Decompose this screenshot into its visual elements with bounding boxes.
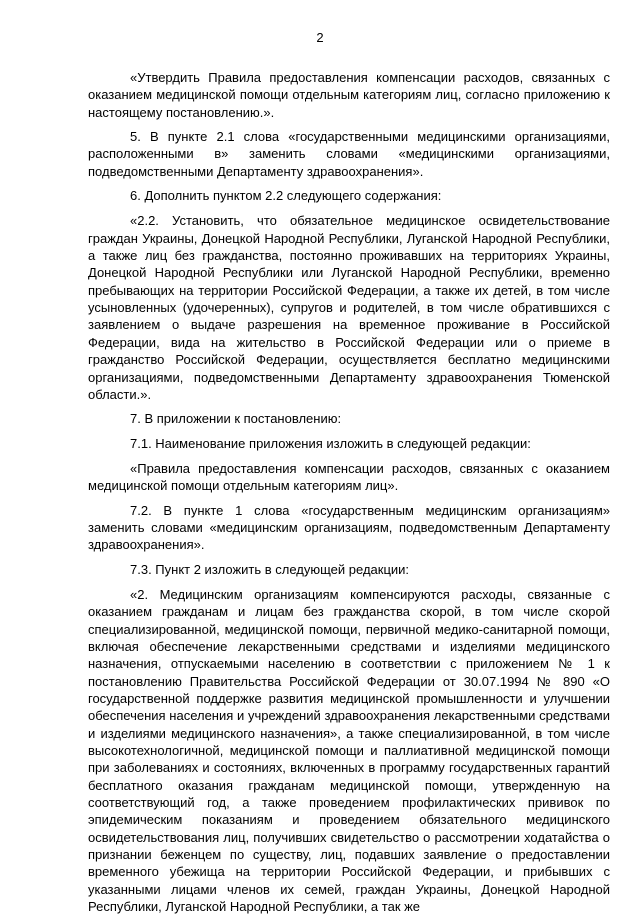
paragraph-item-7-2: 7.2. В пункте 1 слова «государственным медицинским организациям» заменить словами «медицинским организациям, подведомственным Департаменту здравоохранения». [88,502,610,553]
paragraph-item-7: 7. В приложении к постановлению: [130,411,342,427]
paragraph-approve-rules: «Утвердить Правила предоставления компенсации расходов, связанных с оказанием медицинской помощи отдельным категориям лиц, согласно приложению к настоящему постановлению.». [88,70,610,120]
paragraph-rules-title: «Правила предоставления компенсации расходов, связанных с оказанием медицинской помощи отдельным категориям лиц». [88,460,610,494]
paragraph-item-2-text: «2. Медицинским организациям компенсируются расходы, связанные с оказанием гражданам и лицам без гражданства скорой, в том числе скорой специализированной, медицинской помощи, первичной медико-санитарной помощи, включая обеспечение лекарственными средствами и изделиями медицинского назначения, отпускаемыми населению в соответствии с приложением № 1 к постановлению Правительства Российской Федерации от 30.07.1994 № 890 «О государственной поддержке развития медицинской промышленности и улучшении обеспечения населения и учреждений здравоохранения лекарственными средствами и изделиями медицинского назначения», а также специализированной, в том числе высокотехнологичной, медицинской помощи и паллиативной медицинской помощи при заболеваниях и состояниях, включенных в программу государственных гарантий бесплатного оказания гражданам медицинской помощи, утвержденную на соответствующий год, а также проведением профилактических прививок по эпидемическим показаниям и проведением обязательного медицинского освидетельствования лиц, получивших свидетельство о рассмотрении ходатайства о признании беженцем по существу, лиц, подавших заявление о предоставлении временного убежища на территории Российской Федерации, и прибывших с указанными лицами членов их семей, граждан Украины, Донецкой Народной Республики, Луганской Народной Республики, а так же [88,586,610,915]
paragraph-item-7-3: 7.3. Пункт 2 изложить в следующей редакции: [130,561,410,577]
paragraph-item-5: 5. В пункте 2.1 слова «государственными медицинскими организациями, расположенными в» заменить словами «медицинскими организациями, подведомственными Департаменту здравоохранения». [88,129,610,179]
document-body [88,69,610,915]
paragraph-item-6: 6. Дополнить пунктом 2.2 следующего содержания: [130,188,442,204]
paragraph-item-7-1: 7.1. Наименование приложения изложить в следующей редакции: [130,435,531,451]
page-number: 2 [316,30,324,45]
paragraph-item-2-2: «2.2. Установить, что обязательное медицинское освидетельствование граждан Украины, Донецкой Народной Республики, Луганской Народной Республики, а также лиц без гражданства, постоянно проживавших на территориях Украины, Донецкой Народной Республики или Луганской Народной Республики, временно пребывающих на территории Российской Федерации, а также их детей, в том числе усыновленных (удочеренных), супругов и родителей, в том числе обратившихся с заявлением о выдаче разрешения на временное проживание в Российской Федерации, вида на жительство в Российской Федерации или о приеме в гражданство Российской Федерации, осуществляется бесплатно медицинскими организациями, подведомственными Департаменту здравоохранения Тюменской области.». [88,213,610,402]
